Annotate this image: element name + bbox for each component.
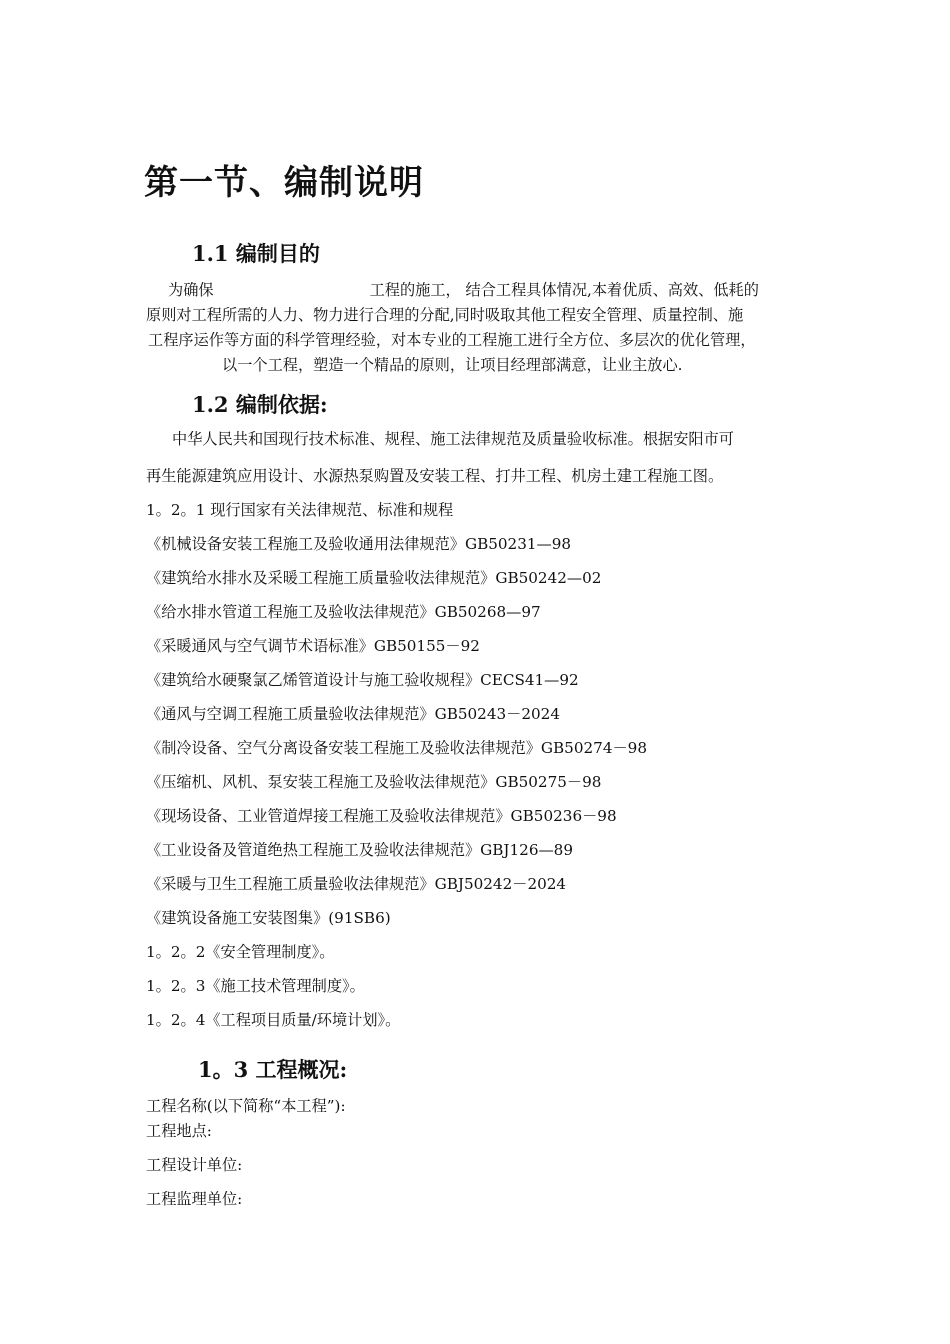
basis-list-item: 《现场设备、工业管道焊接工程施工及验收法律规范》GB50236－98 <box>146 807 617 825</box>
purpose-para-line-1 <box>168 280 759 300</box>
basis-list-item: 《采暖与卫生工程施工质量验收法律规范》GBJ50242－2024 <box>146 875 567 893</box>
basis-list-item: 1。2。1 现行国家有关法律规范、标准和规程 <box>146 501 454 519</box>
purpose-para-prefix: 为确保 <box>168 281 214 299</box>
basis-list-item: 《通风与空调工程施工质量验收法律规范》GB50243－2024 <box>146 705 561 723</box>
basis-para-line-1: 中华人民共和国现行技术标准、规程、施工法律规范及质量验收标准。根据安阳市可 <box>172 430 734 448</box>
section-title: 第一节、编制说明 <box>144 163 424 203</box>
basis-list-item: 《机械设备安装工程施工及验收通用法律规范》GB50231—98 <box>146 535 572 553</box>
overview-field-location: 工程地点: <box>146 1122 212 1140</box>
basis-list-item: 《建筑给水硬聚氯乙烯管道设计与施工验收规程》CECS41—92 <box>146 671 579 689</box>
basis-list-item: 《工业设备及管道绝热工程施工及验收法律规范》GBJ126—89 <box>146 841 574 859</box>
overview-field-supervisor: 工程监理单位: <box>146 1190 243 1208</box>
heading-purpose: 1.1 编制目的 <box>192 241 320 266</box>
basis-list-item: 1。2。3《施工技术管理制度》。 <box>146 977 365 995</box>
basis-list-item: 《采暖通风与空气调节术语标准》GB50155－92 <box>146 637 480 655</box>
heading-basis: 1.2 编制依据: <box>192 392 328 417</box>
purpose-para-suffix: 工程的施工， 结合工程具体情况,本着优质、高效、低耗的 <box>369 281 759 299</box>
basis-para-line-2: 再生能源建筑应用设计、水源热泵购置及安装工程、打井工程、机房土建工程施工图。 <box>146 467 724 485</box>
purpose-para-line-4: 以一个工程，塑造一个精品的原则，让项目经理部满意，让业主放心. <box>222 356 683 374</box>
basis-list-item: 1。2。2《安全管理制度》。 <box>146 943 335 961</box>
basis-list-item: 《制冷设备、空气分离设备安装工程施工及验收法律规范》GB50274－98 <box>146 739 647 757</box>
basis-list-item: 《建筑给水排水及采暖工程施工质量验收法律规范》GB50242—02 <box>146 569 602 587</box>
basis-list-item: 《给水排水管道工程施工及验收法律规范》GB50268—97 <box>146 603 541 621</box>
basis-list-item: 《压缩机、风机、泵安装工程施工及验收法律规范》GB50275－98 <box>146 773 602 791</box>
overview-field-designer: 工程设计单位: <box>146 1156 243 1174</box>
overview-field-name: 工程名称(以下简称“本工程”): <box>146 1097 346 1115</box>
basis-list-item: 《建筑设备施工安装图集》(91SB6) <box>146 909 391 927</box>
purpose-para-line-2: 原则对工程所需的人力、物力进行合理的分配,同时吸取其他工程安全管理、质量控制、施 <box>146 306 744 324</box>
basis-list-item: 1。2。4《工程项目质量/环境计划》。 <box>146 1011 401 1029</box>
heading-overview: 1。3 工程概况: <box>198 1057 348 1082</box>
purpose-para-line-3: 工程序运作等方面的科学管理经验，对本专业的工程施工进行全方位、多层次的优化管理， <box>148 331 756 349</box>
